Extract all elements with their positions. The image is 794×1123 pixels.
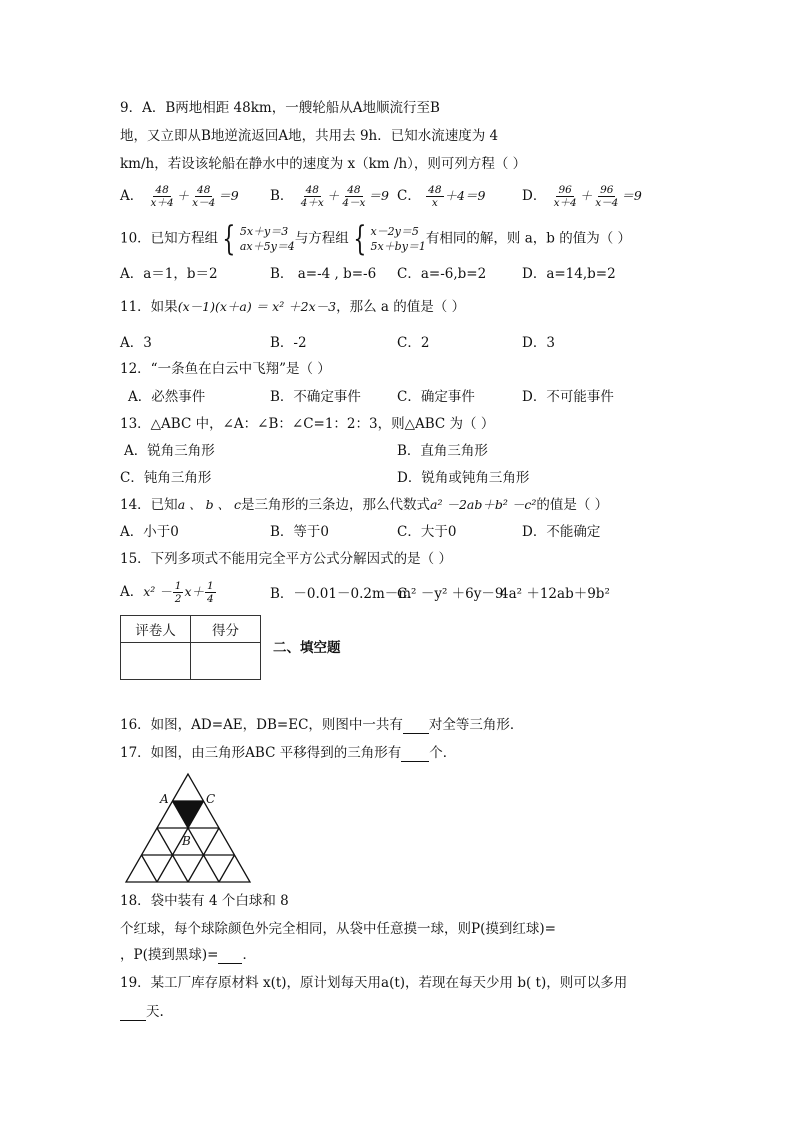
q13-stem: 13．△ABC 中，∠A：∠B：∠C=1：2：3，则△ABC 为（ ）: [120, 416, 495, 432]
fraction: $\frac{96}{x+4}$: [553, 184, 577, 209]
q15-option-d: 4a² ＋12ab＋9b²: [500, 586, 610, 602]
q13-option-d: D．锐角或钝角三角形: [397, 470, 530, 486]
q9-option-c: C． $\frac{48}{x}$ ＋4＝9: [397, 184, 486, 209]
q15-option-b: B．－0.01－0.2m－m²: [270, 586, 417, 602]
label-a: A: [160, 792, 169, 806]
q11-option-a: A．3: [120, 335, 152, 351]
fraction: $\frac{48}{x+4}$: [150, 184, 174, 209]
q12-option-d: D．不可能事件: [522, 389, 614, 405]
grader-header: 评卷人: [121, 616, 191, 643]
q12-option-b: B．不确定事件: [270, 389, 361, 405]
shaded-triangle-abc: [173, 801, 204, 828]
q18-line1: 18．袋中装有 4 个白球和 8: [120, 893, 289, 909]
q18-line2: 个红球，每个球除颜色外完全相同，从袋中任意摸一球，则P(摸到红球)=: [120, 921, 556, 937]
q12-option-a: A．必然事件: [128, 389, 206, 405]
q18-line3: ，P(摸到黑球)= ．: [120, 947, 256, 963]
equation-system-2: { x－2y＝5 5x＋by＝1: [353, 219, 426, 259]
q10-stem: 10．已知方程组 { 5x＋y＝3 ax＋5y＝4 与方程组 { x－2y＝5 5x＋by＝1 有相同的解，则 a，b 的值为（ ）: [120, 219, 631, 259]
fraction: $\frac{48}{x}$: [428, 184, 442, 209]
q11-option-d: D．3: [522, 335, 555, 351]
q14-option-b: B．等于0: [270, 524, 330, 540]
q12-stem: 12．“一条鱼在白云中飞翔”是（ ）: [120, 361, 331, 377]
q15-stem: 15．下列多项式不能用完全平方公式分解因式的是（ ）: [120, 551, 452, 567]
q9-option-a: A． $\frac{48}{x+4}$ ＋ $\frac{48}{x-4}$ ＝9: [120, 184, 239, 209]
q14-option-d: D．不能确定: [522, 524, 601, 540]
fraction: $\frac{1}{4}$: [207, 580, 214, 605]
q14-option-a: A．小于0: [120, 524, 179, 540]
triangle-figure: [120, 770, 256, 884]
fraction: $\frac{96}{x-4}$: [595, 184, 619, 209]
q11-stem: 11．如果(x－1)(x＋a) ＝ x² ＋2x－3，那么 a 的值是（ ）: [120, 299, 466, 315]
answer-blank: [218, 949, 242, 964]
q10-option-c: C．a=-6,b=2: [397, 266, 487, 282]
label-b: B: [182, 834, 191, 848]
q9-line3: km/h，若设该轮船在静水中的速度为 x（km /h），则可列方程（ ）: [120, 156, 527, 172]
q9-line1: 9．A．B两地相距 48km，一艘轮船从A地顺流行至B: [120, 100, 440, 116]
q10-option-d: D．a=14,b=2: [522, 266, 616, 282]
answer-blank: [403, 719, 429, 734]
q11-option-b: B．-2: [270, 335, 307, 351]
section-heading: 二、填空题: [273, 640, 341, 656]
q9-line2: 地，又立即从B地逆流返回A地，共用去 9h．已知水流速度为 4: [120, 128, 499, 144]
q12-option-c: C．确定事件: [397, 389, 475, 405]
equation-system-1: { 5x＋y＝3 ax＋5y＝4: [222, 219, 295, 259]
q10-option-a: A．a＝1，b＝2: [120, 266, 218, 282]
q15-option-a: A．x² － $\frac{1}{2}$ x＋ $\frac{1}{4}$: [120, 580, 214, 605]
q14-stem: 14．已知a 、 b 、 c是三角形的三条边，那么代数式a² －2ab＋b² －c²的值是（ ）: [120, 497, 609, 513]
q13-option-c: C．钝角三角形: [120, 470, 212, 486]
q9-option-d: D． $\frac{96}{x+4}$ ＋ $\frac{96}{x-4}$ ＝9: [522, 184, 642, 209]
q15-option-c: C．－y² ＋6y－9: [397, 586, 504, 602]
q10-option-b: B． a=-4 , b=-6: [270, 266, 377, 282]
label-c: C: [206, 792, 216, 806]
fraction: $\frac{1}{2}$: [174, 580, 182, 605]
q14-option-c: C．大于0: [397, 524, 457, 540]
q11-option-c: C．2: [397, 335, 430, 351]
q16-stem: 16．如图，AD=AE，DB=EC，则图中一共有 对全等三角形．: [120, 717, 524, 733]
answer-blank: [401, 747, 429, 762]
q13-option-b: B．直角三角形: [397, 443, 488, 459]
answer-blank: [120, 1006, 146, 1021]
fraction: $\frac{48}{4+x}$: [300, 184, 324, 209]
q17-stem: 17．如图，由三角形ABC 平移得到的三角形有 个．: [120, 745, 457, 761]
grader-cell: [121, 643, 191, 680]
fraction: $\frac{48}{x-4}$: [192, 184, 216, 209]
fraction: $\frac{48}{4-x}$: [342, 184, 366, 209]
score-cell: [191, 643, 261, 680]
score-header: 得分: [191, 616, 261, 643]
grading-table: [120, 615, 261, 680]
q19-line2: 天.: [120, 1003, 164, 1021]
q9-option-b: B． $\frac{48}{4+x}$ ＋ $\frac{48}{4-x}$ ＝9: [270, 184, 389, 209]
q13-option-a: A．锐角三角形: [124, 443, 215, 459]
q19-line1: 19．某工厂库存原材料 x(t)，原计划每天用a(t)，若现在每天少用 b( t)，则可以多用: [120, 975, 628, 991]
